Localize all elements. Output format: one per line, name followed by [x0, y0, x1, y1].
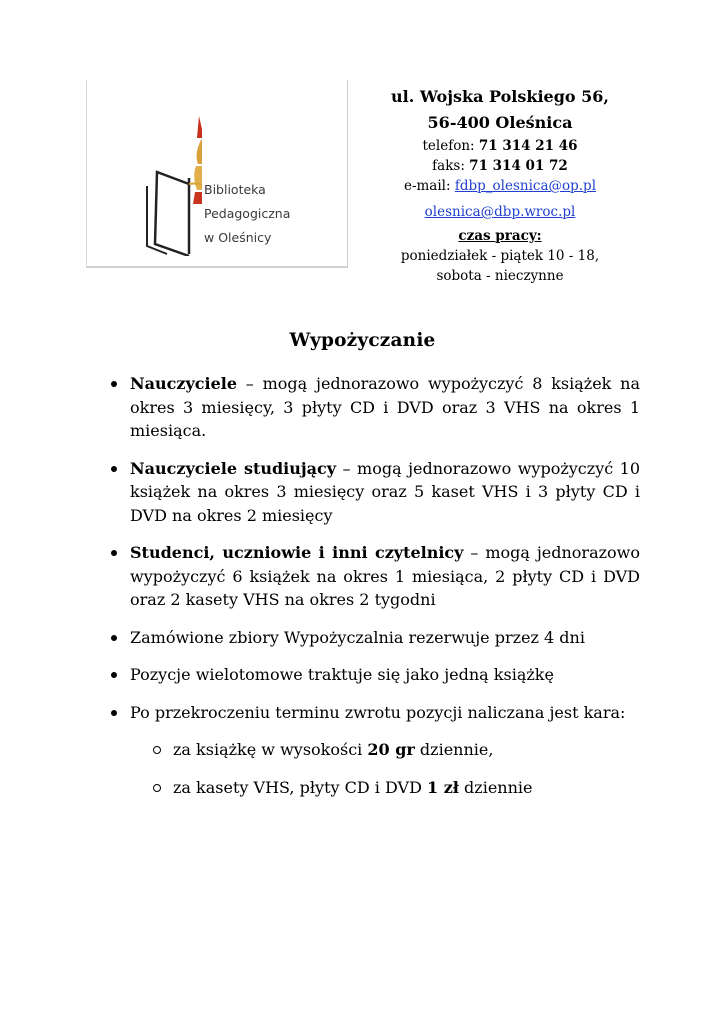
rule-students-text: – mogą jednorazowo wypożyczyć 6 książek na okres 1 miesiąca, 2 płyty CD i DVD oraz 2 kasety VHS na okres 2 tygodni [130, 543, 641, 609]
email-link-secondary[interactable]: olesnica@dbp.wroc.pl [424, 204, 576, 220]
fine-books [112, 738, 640, 762]
lending-rules-list [112, 372, 640, 813]
bullet-icon [111, 672, 117, 678]
bullet-icon [111, 550, 117, 556]
page-title: Wypożyczanie [289, 330, 436, 351]
contact-header [380, 84, 620, 286]
bullet-icon [111, 381, 117, 387]
fine-books-amount: 20 gr [367, 740, 415, 759]
rule-multivolume-text: Pozycje wielotomowe traktuje się jako jedną książkę [130, 665, 554, 684]
library-logo-graphic [107, 86, 202, 256]
logo-text-line1: Biblioteka [204, 182, 266, 197]
bullet-icon [111, 710, 117, 716]
rule-fines [112, 701, 640, 725]
fine-media-after: dziennie [458, 777, 533, 797]
fine-media [112, 776, 640, 800]
circle-bullet-icon [153, 746, 161, 754]
opening-hours-saturday: sobota - nieczynne [436, 268, 564, 284]
email-label: e-mail: [403, 178, 451, 194]
rule-studying-teachers-text: – mogą jednorazowo wypożyczyć 10 książek na okres 3 miesięcy oraz 5 kaset VHS i 3 płyty CD i DVD na okres 2 miesięcy [130, 458, 641, 525]
opening-hours-label: czas pracy: [458, 228, 542, 244]
rule-students [112, 541, 640, 612]
rule-reservation-text: Zamówione zbiory Wypożyczalnia rezerwuje przez 4 dni [130, 627, 585, 647]
fine-books-after: dziennie, [414, 740, 494, 759]
fine-media-amount: 1 zł [427, 777, 459, 797]
email-link-primary[interactable]: fdbp_olesnica@op.pl [454, 178, 597, 194]
phone-label: telefon: [422, 138, 475, 154]
circle-bullet-icon [153, 784, 161, 792]
phone-number: 71 314 21 46 [478, 138, 578, 154]
address-street: ul. Wojska Polskiego 56, [391, 87, 609, 106]
rule-reservation [112, 626, 640, 650]
bullet-icon [111, 466, 117, 472]
fax-number: 71 314 01 72 [469, 158, 568, 174]
rule-teachers-text: – mogą jednorazowo wypożyczyć 8 książek na okres 3 miesięcy, 3 płyty CD i DVD oraz 3 VHS na okres 1 miesiąca. [130, 374, 640, 440]
rule-fines-text: Po przekroczeniu terminu zwrotu pozycji naliczana jest kara: [130, 702, 626, 722]
rule-teachers-group: Nauczyciele [130, 374, 238, 393]
rule-teachers [112, 372, 640, 443]
logo-text-line3: w Oleśnicy [204, 230, 272, 245]
logo-text-line2: Pedagogiczna [204, 206, 291, 221]
rule-multivolume [112, 663, 640, 687]
rule-studying-teachers-group: Nauczyciele studiujący [130, 458, 337, 478]
address-city: 56-400 Oleśnica [427, 113, 573, 132]
email-line-secondary [380, 202, 620, 222]
fax-line [380, 156, 620, 176]
phone-line [380, 136, 620, 156]
library-logo [86, 80, 348, 268]
rule-studying-teachers [112, 457, 640, 528]
rule-students-group: Studenci, uczniowie i inni czytelnicy [130, 543, 464, 562]
opening-hours-weekdays: poniedziałek - piątek 10 - 18, [400, 248, 600, 264]
email-line [380, 176, 620, 196]
fine-books-before: za książkę w wysokości [173, 740, 368, 759]
bullet-icon [111, 635, 117, 641]
fine-media-before: za kasety VHS, płyty CD i DVD [173, 777, 427, 797]
fax-label: faks: [432, 158, 465, 174]
